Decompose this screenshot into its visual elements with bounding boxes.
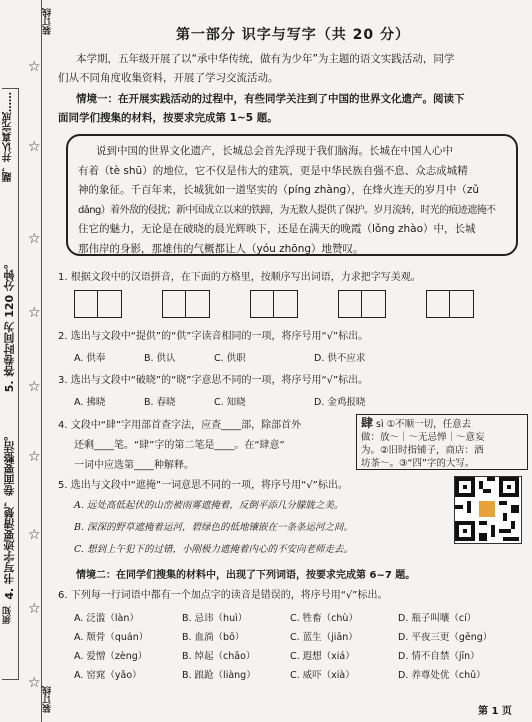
- scenario2-text: 情境二：在同学们搜集的材料中，出现了下列词语，按要求完成第 6~7 题。: [76, 570, 416, 581]
- q6-option[interactable]: D. 瓶子叫嚷（cí）: [398, 612, 477, 624]
- answer-box-pair[interactable]: [250, 290, 298, 318]
- scenario1-line-2: 面同学们搜集的材料，按要求完成第 1~5 题。: [58, 112, 278, 124]
- exam-page: [58, 0, 528, 722]
- q2-option[interactable]: D. 供不应求: [314, 353, 366, 364]
- q6-options-grid: [74, 607, 506, 683]
- q6-option[interactable]: A. 爱憎（zèng）: [74, 650, 148, 662]
- passage-line: 说到中国的世界文化遗产，长城总会首先浮现于我们脑海。长城在中国人心中: [96, 145, 453, 157]
- q6-option[interactable]: C. 牲畜（chù）: [290, 612, 358, 624]
- star-icon: ☆: [28, 139, 41, 155]
- intro-line-2: 们从不同角度收集资料，开展了学习交流活动。: [58, 72, 279, 84]
- star-icon: ☆: [28, 601, 41, 617]
- passage-line: 有着（tè shū）的地位，它不仅是伟大的建筑，更是中华民族自强不息、众志成城精: [78, 164, 468, 177]
- q2-options: [74, 350, 414, 364]
- passage-line: dǎng）着外敌的侵扰；新中国成立以来的铁蹄，为无数人提供了保护。岁月流转，时光的痕迹遮掩不: [78, 204, 496, 216]
- q6-option[interactable]: B. 踉跄（liàng）: [182, 669, 256, 681]
- answer-box-pair[interactable]: [426, 290, 474, 318]
- binding-label-bottom: 装订线: [43, 686, 53, 713]
- binding-line: [41, 0, 42, 722]
- q5-option[interactable]: B. 深深的野草遮掩着运河，碧绿色的低地镶嵌在一条条运河之间。: [74, 522, 354, 533]
- q6-option[interactable]: A. 窑窕（yǎo）: [74, 669, 142, 681]
- q5-text: 5. 选出与文段中“遮掩”一词意思不同的一项，将序号用“√”标出。: [58, 480, 348, 491]
- reading-passage: [66, 134, 518, 256]
- star-icon: ☆: [28, 231, 41, 247]
- intro-line-1: 本学期，五年级开展了以“承中华传统，做有为少年”为主题的语文实践活动，同学: [76, 53, 455, 65]
- notes-label: 须知: [3, 606, 13, 624]
- q2-option[interactable]: A. 供奉: [74, 353, 106, 364]
- dictionary-entry: [356, 414, 528, 470]
- star-icon: ☆: [28, 59, 41, 75]
- star-icon: ☆: [28, 675, 41, 691]
- q6-option[interactable]: C. 威吓（xià）: [290, 669, 355, 681]
- note-4: 4. 书写字迹要清楚，卷面要整洁。: [3, 430, 16, 600]
- star-icon: ☆: [28, 305, 41, 321]
- q4-line-1: 4. 文段中“肆”字用部首查字法，应查____部，除部首外: [58, 420, 302, 431]
- q6-row: [74, 607, 506, 626]
- dict-line: sì ①不顺一切，任意去: [376, 419, 472, 430]
- q1-text: 1. 根据文段中的汉语拼音，在下面的方格里，按顺序写出词语，力求把字写美观。: [58, 272, 421, 283]
- q6-option[interactable]: D. 情不自禁（jīn）: [398, 650, 480, 662]
- scenario1-line-1: 情境一：在开展实践活动的过程中，有些同学关注到了中国的世界文化遗产。阅读下: [76, 93, 465, 105]
- q6-option[interactable]: A. 泛滥（làn）: [74, 612, 139, 624]
- q6-text: 6. 下列每一行词语中都有一个加点字的读音是错误的，将序号用“√”标出。: [58, 590, 388, 601]
- section-title: 第一部分 识字与写字（共 20 分）: [175, 27, 411, 43]
- dict-line: 为。②旧时指铺子，商店：酒: [361, 445, 484, 456]
- q1-answer-boxes: [74, 290, 504, 320]
- dict-headword: 肆: [361, 416, 374, 430]
- q2-option[interactable]: B. 供认: [144, 353, 176, 364]
- q6-option[interactable]: A. 颓骨（quán）: [74, 631, 149, 643]
- q5-option[interactable]: C. 想到上午犯下的过错，小刚极力遮掩着内心的不安向老师走去。: [74, 544, 353, 555]
- q5-option[interactable]: A. 远处高低起伏的山峦被雨雾遮掩着，反倒平添几分朦胧之美。: [74, 500, 344, 511]
- q6-option[interactable]: B. 忌讳（huì）: [182, 612, 248, 624]
- q6-option[interactable]: B. 绰起（chāo）: [182, 650, 256, 662]
- note-partial: 题，并认真完成……: [3, 92, 14, 182]
- q6-row: [74, 645, 506, 664]
- q2-option[interactable]: C. 供职: [214, 353, 246, 364]
- q3-text: 3. 选出与文段中“破晓”的“晓”字意思不同的一项，将序号用“√”标出。: [58, 375, 369, 386]
- q6-option[interactable]: B. 血淌（bō）: [182, 631, 245, 643]
- dict-line: 坊茶～。③“四”字的大写。: [361, 458, 475, 469]
- page-number: 第 1 页: [478, 706, 512, 717]
- q3-option[interactable]: D. 金鸡报晓: [314, 397, 366, 408]
- passage-line: 那伟岸的身影，那雄伟的气概都让人（yóu zhōng）地赞叹。: [78, 242, 364, 255]
- q4-line-3: 一词中应选第____种解释。: [74, 460, 194, 471]
- passage-line: 住它的魅力，无论是在破晓的晨光辉映下，还是在满天的晚霞（lǒng zhào）中，长城: [78, 223, 476, 235]
- q6-option[interactable]: D. 养尊处优（chǔ）: [398, 669, 486, 681]
- q3-option[interactable]: A. 拂晓: [74, 397, 106, 408]
- q6-option[interactable]: C. 遐想（xiá）: [290, 650, 355, 662]
- star-icon: ☆: [28, 527, 41, 543]
- q4-line-2: 还剩____笔。“肆”字的第二笔是____。在“肆意”: [74, 440, 285, 451]
- q6-row: [74, 626, 506, 645]
- q2-text: 2. 选出与文段中“提供”的“供”字读音相同的一项，将序号用“√”标出。: [58, 331, 369, 342]
- q3-option[interactable]: B. 春晓: [144, 397, 176, 408]
- q3-options: [74, 394, 414, 408]
- q6-option[interactable]: C. 蓝生（jiān）: [290, 631, 358, 643]
- q6-row: [74, 664, 506, 683]
- qr-code-icon: [454, 476, 522, 544]
- answer-box-pair[interactable]: [162, 290, 210, 318]
- note-5: 5. 答卷时间为 120 分钟。: [3, 258, 16, 393]
- q6-option[interactable]: D. 平夜三更（gēng）: [398, 631, 493, 643]
- answer-box-pair[interactable]: [74, 290, 122, 318]
- star-icon: ☆: [28, 449, 41, 465]
- binding-label-top: 装订线: [43, 8, 53, 35]
- q3-option[interactable]: C. 知晓: [214, 397, 246, 408]
- dict-line: 做：放～｜～无忌惮｜～意妄: [361, 432, 485, 443]
- answer-box-pair[interactable]: [338, 290, 386, 318]
- star-icon: ☆: [28, 379, 41, 395]
- binding-sidebar: [0, 0, 53, 722]
- passage-line: 神的象征。千百年来，长城犹如一道坚实的（píng zhàng），在烽火连天的岁月中（zǔ: [78, 184, 480, 196]
